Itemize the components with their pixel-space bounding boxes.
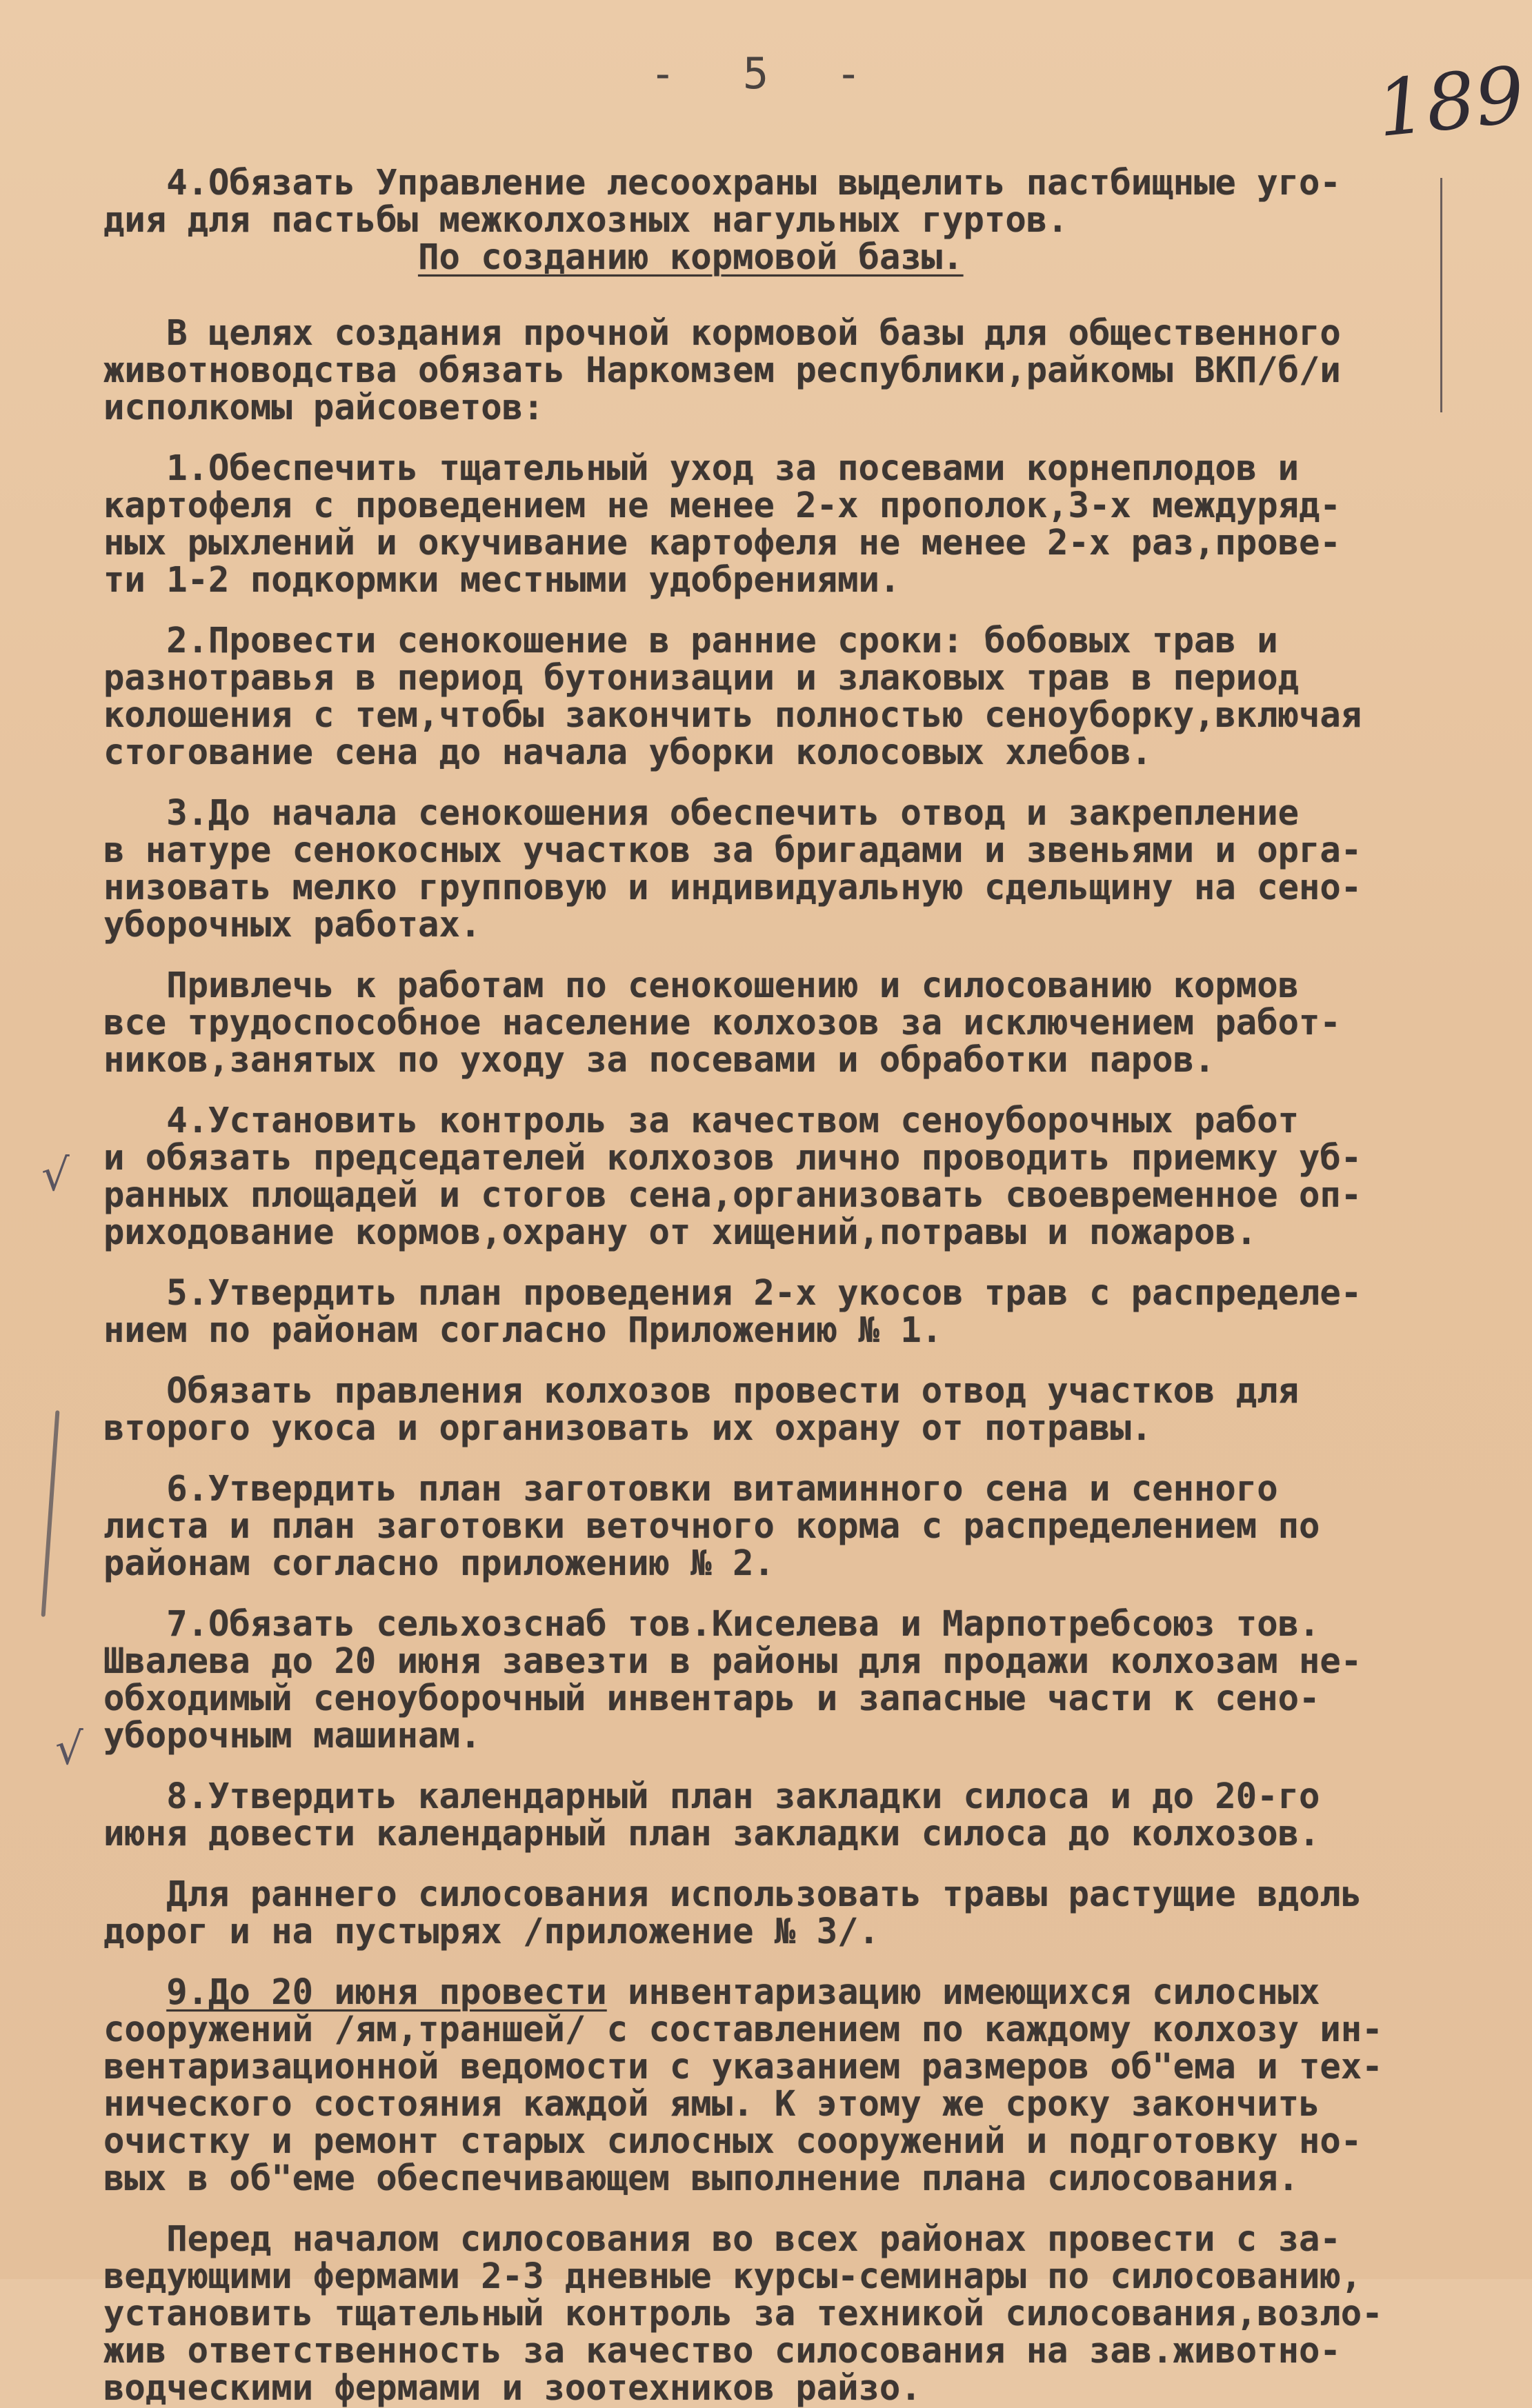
text-line: Привлечь к работам по сенокошению и силосованию кормов [103,965,1300,1005]
text-line: 4.Обязать Управление лесоохраны выделить пастбищные уго- [103,162,1341,203]
text-line: ников,занятых по уходу за посевами и обработки паров. [103,1039,1215,1080]
text-line: Швалева до 20 июня завезти в районы для продажи колхозам не- [103,1641,1362,1681]
text-line: дия для пастьбы межколхозных нагульных гуртов. [103,199,1068,240]
pencil-margin-mark [41,1410,60,1617]
text-line: и обязать председателей колхозов лично проводить приемку уб- [103,1137,1362,1178]
text-line: дорог и на пустырях /приложение № 3/. [103,1911,879,1952]
text-line: сооружений /ям,траншей/ с составлением по каждому колхозу ин- [103,2009,1383,2049]
text-line: разнотравья в период бутонизации и злаковых трав в период [103,657,1300,698]
text-line: водческими фермами и зоотехников райзо. [103,2367,922,2408]
text-line: нием по районам согласно Приложению № 1. [103,1310,943,1350]
text-line: обходимый сеноуборочный инвентарь и запасные части к сено- [103,1678,1320,1718]
paragraph-7 [103,1605,1469,1754]
text-line: нического состояния каждой ямы. К этому же сроку закончить [103,2083,1320,2124]
text-line: все трудоспособное население колхозов за исключением работ- [103,1002,1341,1043]
paragraph-1 [103,450,1469,599]
text-line: очистку и ремонт старых силосных сооружений и подготовку но- [103,2120,1362,2161]
text-line: ранных площадей и стогов сена,организовать своевременное оп- [103,1174,1362,1215]
paragraph-4-pastures [103,164,1469,239]
paragraph-intro [103,314,1469,426]
page-number: - 5 - [650,48,882,99]
text-line [103,1971,1469,2012]
text-line: 3.До начала сенокошения обеспечить отвод и закрепление [103,792,1300,833]
text-line: 6.Утвердить план заготовки витаминного сена и сенного [103,1468,1278,1509]
text-line: Перед началом силосования во всех районах провести с за- [103,2218,1341,2259]
paragraph-10 [103,2220,1469,2407]
text-line: листа и план заготовки веточного корма с распределением по [103,1505,1320,1546]
text-line: исполкомы райсоветов: [103,387,544,428]
text-line: уборочных работах. [103,904,481,945]
paragraph-3 [103,794,1469,943]
text-line: 2.Провести сенокошение в ранние сроки: бобовых трав и [103,620,1278,661]
text-line: В целях создания прочной кормовой базы для общественного [103,312,1341,353]
paragraph-5 [103,1274,1469,1349]
text-line: риходование кормов,охрану от хищений,потравы и пожаров. [103,1212,1257,1252]
text-line: ных рыхлений и окучивание картофеля не менее 2-х раз,прове- [103,522,1341,563]
text-line: Обязать правления колхозов провести отвод участков для [103,1370,1300,1411]
text-line: районам согласно приложению № 2. [103,1543,775,1583]
text-line: животноводства обязать Наркомзем республики,райкомы ВКП/б/и [103,350,1341,390]
paragraph-2 [103,622,1469,771]
text-line: жив ответственность за качество силосования на зав.животно- [103,2330,1341,2371]
paragraph-4 [103,1102,1469,1251]
section-heading: По созданию кормовой базы. [418,237,964,277]
text-line: 7.Обязать сельхозснаб тов.Киселева и Марпотребсоюз тов. [103,1603,1320,1644]
text-line: вентаризационной ведомости с указанием размеров об"ема и тех- [103,2046,1383,2087]
check-mark-icon: √ [55,1724,83,1775]
text-line: 1.Обеспечить тщательный уход за посевами корнеплодов и [103,448,1300,488]
check-mark-icon: √ [41,1150,70,1201]
text-line: ведующими фермами 2-3 дневные курсы-семинары по силосованию, [103,2256,1362,2296]
paragraph-3b [103,967,1469,1078]
text-line: низовать мелко групповую и индивидуальную сдельщину на сено- [103,867,1362,907]
text-line: июня довести календарный план закладки силоса до колхозов. [103,1813,1320,1854]
text-line: уборочным машинам. [103,1715,481,1756]
text-line: ти 1-2 подкормки местными удобрениями. [103,559,901,600]
text-line: стогование сена до начала уборки колосовых хлебов. [103,732,1153,772]
paragraph-6 [103,1470,1469,1582]
document-body [103,164,1469,2407]
text-line: вых в об"еме обеспечивающем выполнение плана силосования. [103,2158,1300,2198]
text-line: 8.Утвердить календарный план закладки силоса и до 20-го [103,1776,1320,1816]
archive-number-handwritten: 189 [1373,50,1529,155]
section-heading-line [103,239,1469,276]
paragraph-8b [103,1876,1469,1950]
text-line: 4.Установить контроль за качеством сеноуборочных работ [103,1100,1300,1141]
text-line: Для раннего силосования использовать травы растущие вдоль [103,1874,1362,1914]
line-rest: инвентаризацию имеющихся силосных [606,1971,1320,2012]
text-line: в натуре сенокосных участков за бригадами и звеньями и орга- [103,830,1362,870]
text-line: установить тщательный контроль за техникой силосования,возло- [103,2293,1383,2334]
text-line: колошения с тем,чтобы закончить полностью сеноуборку,включая [103,694,1362,735]
heading-indent [103,237,418,277]
text-line: 5.Утвердить план проведения 2-х укосов трав с распределе- [103,1272,1362,1313]
paragraph-5b [103,1372,1469,1447]
text-line: картофеля с проведением не менее 2-х прополок,3-х междуряд- [103,485,1341,525]
text-line: второго укоса и организовать их охрану от потравы. [103,1407,1153,1448]
paragraph-9 [103,1971,1469,2198]
underlined-fragment: 9.До 20 июня провести [166,1971,607,2012]
paragraph-8 [103,1778,1469,1852]
